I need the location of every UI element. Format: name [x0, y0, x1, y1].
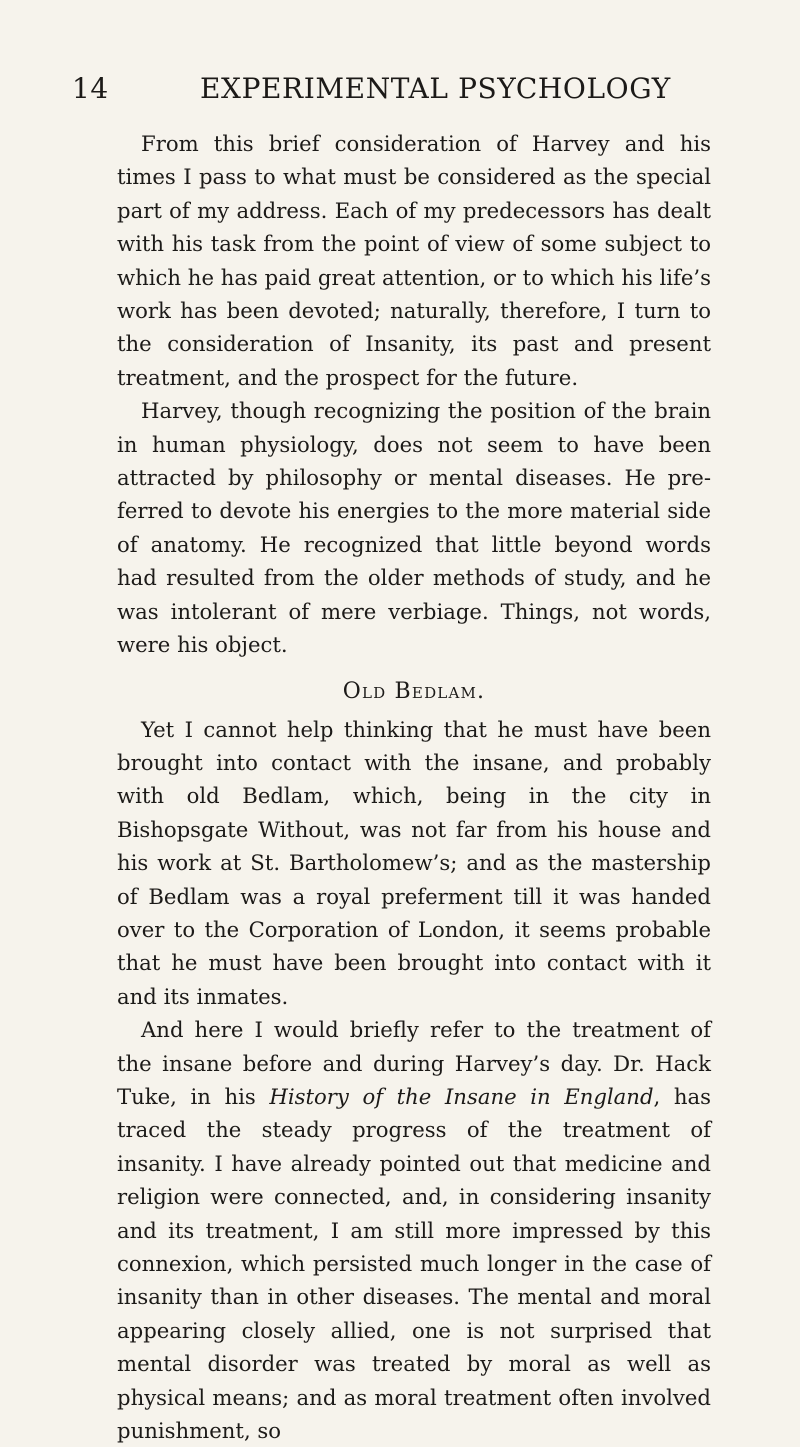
paragraph-text-before-title: And here I would briefly refer to the treatment of the insane before and during Harvey’s day. Dr. Hack Tuke, in his: [117, 1017, 711, 1109]
paragraph-harvey-anatomy: Harvey, though recognizing the position of the brain in human physiology, does not seem to have been attracted by philosophy or mental diseases. He preferred to devote his energies to the more material side of anatomy. He recognized that little beyond words had resulted from the older methods of study, and he was intolerant of mere verbiage. Things, not words, were his object.: [117, 398, 711, 658]
paragraph-treatment-history: [117, 1013, 711, 1447]
section-heading: Old Bedlam.: [342, 678, 486, 704]
paragraph-old-bedlam: Yet I cannot help thinking that he must have been brought into contact with the insane, and probably with old Bedlam, which, being in the city in Bishopsgate Without, was not far from his house and his work at St. Bartholomew’s; and as the mastership of Bedlam was a royal preferment till it was handed over to the Corporation of London, it seems probable that he must have been brought into contact with it and its inmates.: [117, 716, 711, 1009]
paragraph-text-after-title: , has traced the steady progress of the treatment of insanity. I have already pointed out that medicine and religion were connected, and, in considering insanity and its treatment, I am still more impressed by this connexion, which persisted much longer in the case of insanity than in other diseases. The mental and moral appearing closely allied, one is not surprised that mental disorder was treated by moral as well as physical means; and as moral treatment often involved punishment, so: [117, 1083, 712, 1444]
book-title: History of the Insane in England: [269, 1083, 654, 1109]
body-text: [117, 127, 711, 1447]
running-head: EXPERIMENTAL PSYCHOLOGY: [200, 72, 671, 105]
page-header: [72, 68, 728, 116]
paragraph-harvey-times: From this brief consideration of Harvey and his times I pass to what must be considered as the special part of my address. Each of my predecessors has dealt with his task from the point of view of some subject to which he has paid great attention, or to which his life’s work has been devoted; naturally, therefore, I turn to the consideration of Insanity, its past and present treatment, and the prospect for the future.: [117, 131, 711, 390]
page-number: 14: [72, 72, 109, 105]
